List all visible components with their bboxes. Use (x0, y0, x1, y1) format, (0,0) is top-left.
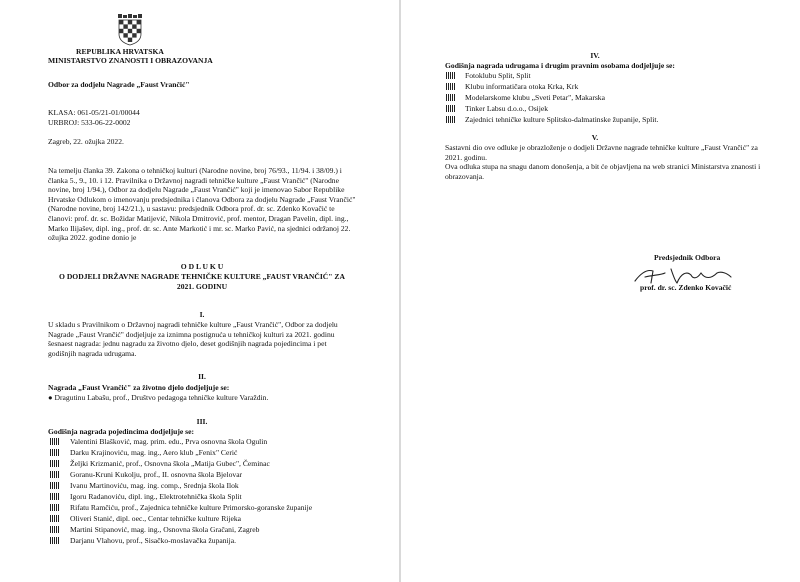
list-item: Igoru Radanoviću, dipl. ing., Elektrotehnička škola Split (70, 492, 242, 501)
bullet-barcode-icon (446, 94, 455, 101)
right-page (401, 0, 800, 582)
bullet-barcode-icon (446, 116, 455, 123)
org-ministry: MINISTARSTVO ZNANOSTI I OBRAZOVANJA (48, 56, 213, 65)
list-item: Oliveri Stanić, dipl. oec., Centar tehničke kulture Rijeka (70, 514, 242, 523)
list-item: Modelarskome klubu „Sveti Petar", Makarska (465, 93, 605, 102)
coat-of-arms-icon (117, 14, 143, 46)
bullet-barcode-icon (446, 105, 455, 112)
preamble: Na temelju članka 39. Zakona o tehničkoj kulturi (Narodne novine, broj 76/93., 11/94. i 38/09.) i članka 5., 9., 10. i 12. Pravilnika o Državnoj nagradi tehničke kulture „Faust Vrančić" (Narodne novine, broj 1/94.), Odbor za dodjelu Nagrade „Faust Vrančić" koji je imenovao Sabor Republike Hrvatske Odlukom o imenovanju predsjednika i članova Odbora za dodjelu Nagrade „Faust Vrančić" (Narodne novine, broj 142/21.), u sastavu: predsjednik Odbora prof. dr. sc. Zdenko Kovačić te članovi: prof. dr. sc. Božidar Matijević, Nikola Dmitrović, prof. mentor, Dragan Pavelin, dipl. ing., Marko Ilijašev, dipl. ing., prof. dr. sc. Ante Markotić i mr. sc. Marko Pavić, na sjednici održanoj 22. ožujka 2022. godine donio je (48, 166, 356, 243)
section-2-number: II. (198, 372, 206, 381)
committee-name: Odbor za dodjelu Nagrade „Faust Vrančić" (48, 80, 190, 89)
bullet-barcode-icon (50, 482, 59, 489)
section-4-heading: Godišnja nagrada udrugama i drugim pravnim osobama dodjeljuje se: (445, 61, 675, 70)
bullet-barcode-icon (50, 493, 59, 500)
section-2-heading: Nagrada „Faust Vrančić" za životno djelo dodjeljuje se: (48, 383, 230, 392)
list-item: Martini Stipanović, mag. ing., Osnovna škola Gračani, Zagreb (70, 525, 260, 534)
decision-title: O D L U K U (180, 262, 224, 271)
bullet-barcode-icon (50, 449, 59, 456)
urbroj: URBROJ: 533-06-22-0002 (48, 118, 131, 127)
bullet-barcode-icon (50, 515, 59, 522)
document-date: Zagreb, 22. ožujka 2022. (48, 137, 124, 146)
section-4-number: IV. (590, 51, 600, 60)
bullet-barcode-icon (50, 438, 59, 445)
klasa: KLASA: 061-05/21-01/00044 (48, 108, 140, 117)
section-1-text: U skladu s Pravilnikom o Državnoj nagradi tehničke kulture „Faust Vrančić", Odbor za dodjelu Nagrade „Faust Vrančić" dodjeljuje za iznimna postignuća u tehničkoj kulturi za 2021. godinu šesnaest nagrada: jednu nagradu za životno djelo, deset godišnjih nagrada pojedincima i pet godišnjih nagrada udrugama. (48, 320, 338, 358)
signatory-role: Predsjednik Odbora (654, 253, 721, 262)
list-item: Darjanu Vlahovu, prof., Sisačko-moslavačka županija. (70, 536, 237, 545)
list-item: Darku Krajinoviću, mag. ing., Aero klub „Fenix" Cerić (70, 448, 238, 457)
bullet-barcode-icon (50, 504, 59, 511)
list-item: Ivanu Martinoviću, mag. ing. comp., Srednja škola Ilok (70, 481, 239, 490)
list-item: Fotoklubu Split, Split (465, 71, 531, 80)
bullet-barcode-icon (50, 537, 59, 544)
list-item: Zajednici tehničke kulture Splitsko-dalmatinske županije, Split. (465, 115, 659, 124)
section-3-number: III. (196, 417, 208, 426)
section-5-text-2: Ova odluka stupa na snagu danom donošenja, a bit će objavljena na web stranici Ministarstva znanosti i obrazovanja. (445, 162, 761, 181)
bullet-barcode-icon (50, 460, 59, 467)
decision-subtitle: O DODJELI DRŽAVNE NAGRADE TEHNIČKE KULTURE „FAUST VRANČIĆ" ZA 2021. GODINU (59, 272, 345, 291)
section-2-item: ● Dragutinu Labašu, prof., Društvo pedagoga tehničke kulture Varaždin. (48, 393, 269, 402)
bullet-barcode-icon (50, 526, 59, 533)
list-item: Goranu-Kruni Kukolju, prof., II. osnovna škola Bjelovar (70, 470, 243, 479)
list-item: Željki Krizmanić, prof., Osnovna škola „Matija Gubec", Čeminac (70, 459, 270, 468)
list-item: Tinker Labsu d.o.o., Osijek (465, 104, 549, 113)
bullet-barcode-icon (50, 471, 59, 478)
bullet-barcode-icon (446, 83, 455, 90)
section-3-heading: Godišnja nagrada pojedincima dodjeljuje se: (48, 427, 194, 436)
list-item: Valentini Blašković, mag. prim. edu., Prva osnovna škola Ogulin (70, 437, 268, 446)
org-republic: REPUBLIKA HRVATSKA (76, 47, 164, 56)
section-5-text-1: Sastavni dio ove odluke je obrazloženje o dodjeli Državne nagrade tehničke kulture „Faust Vrančić" za 2021. godinu. (445, 143, 758, 162)
section-1-number: I. (199, 310, 205, 319)
signatory-name: prof. dr. sc. Zdenko Kovačić (640, 283, 732, 292)
list-item: Rifatu Ramčiću, prof., Zajednica tehničke kulture Primorsko-goranske županije (70, 503, 313, 512)
section-5-number: V. (591, 133, 599, 142)
list-item: Klubu informatičara otoka Krka, Krk (465, 82, 579, 91)
bullet-barcode-icon (446, 72, 455, 79)
